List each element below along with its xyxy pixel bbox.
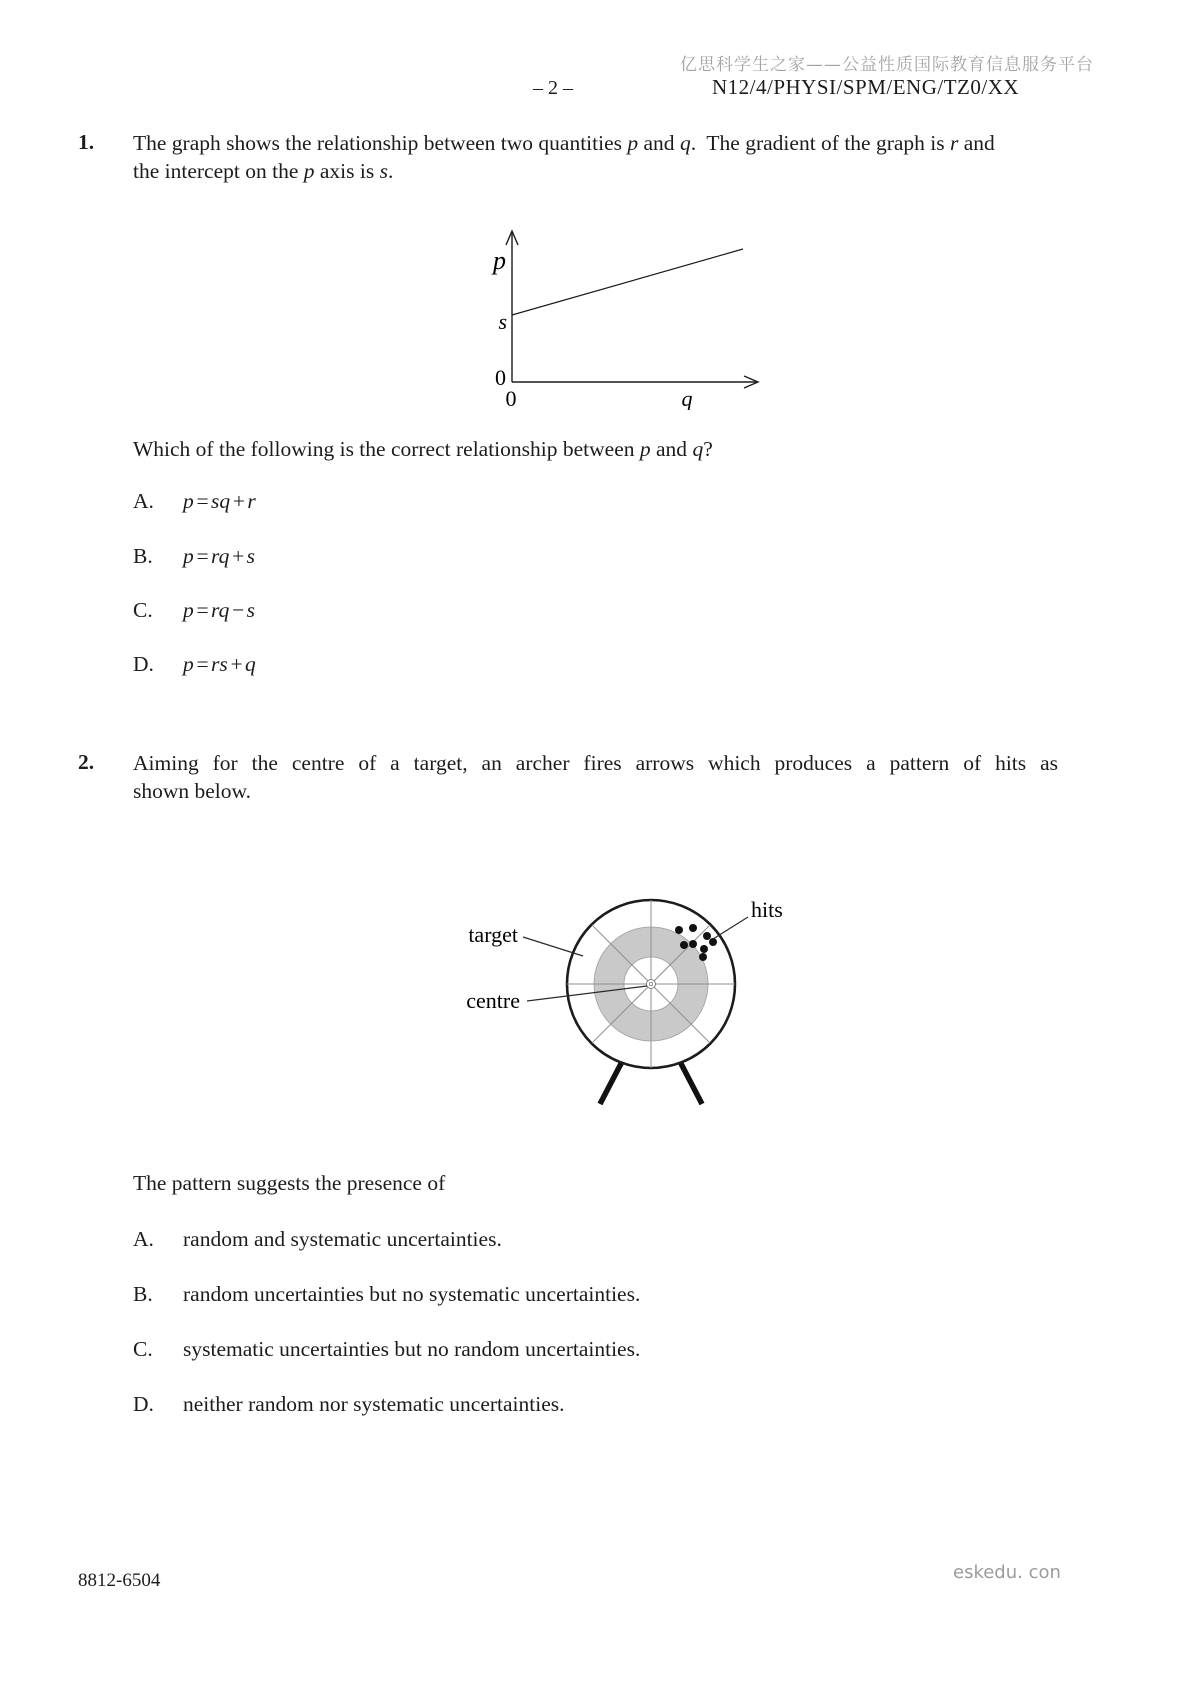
question-1-stem [133, 130, 995, 185]
option-letter: B. [133, 1282, 153, 1306]
site-banner: 亿思科学生之家——公益性质国际教育信息服务平台 [680, 55, 1094, 75]
option-letter: D. [133, 652, 154, 676]
question-2-stem [133, 750, 1058, 805]
watermark: eskedu. con [953, 1562, 1061, 1583]
label-target: target [468, 922, 518, 947]
page-number: – 2 – [533, 77, 573, 99]
question-2-prompt: The pattern suggests the presence of [133, 1171, 446, 1195]
label-hits: hits [751, 897, 783, 922]
option-letter: A. [133, 1227, 154, 1251]
question-2-number: 2. [78, 750, 95, 774]
option-row-c [133, 1336, 640, 1364]
option-formula: p = rq − s [183, 598, 255, 622]
option-letter: C. [133, 598, 153, 622]
target-figure [425, 878, 800, 1110]
option-row-b [133, 544, 255, 569]
option-letter: D. [133, 1392, 154, 1416]
option-text: random uncertainties but no systematic uncertainties. [183, 1282, 641, 1306]
option-row-a [133, 489, 256, 514]
option-formula: p = rs + q [183, 652, 256, 676]
stem-line: shown below. [133, 778, 252, 803]
option-row-d [133, 1391, 565, 1419]
option-row-d [133, 652, 256, 677]
option-text: random and systematic uncertainties. [183, 1227, 502, 1251]
intercept-label: s [498, 309, 507, 334]
question-1-prompt: Which of the following is the correct relationship between p and q? [133, 437, 713, 461]
stem-line: The graph shows the relationship between two quantities p and q. The gradient of the graph is r and [133, 131, 995, 155]
doc-code: 8812-6504 [78, 1570, 161, 1591]
hits-pointer-line [713, 917, 748, 939]
origin-y-label: 0 [495, 365, 506, 390]
option-formula: p = rq + s [183, 544, 255, 568]
label-centre: centre [466, 988, 520, 1013]
option-row-b [133, 1281, 640, 1309]
origin-x-label: 0 [505, 386, 517, 410]
x-axis-label: q [681, 386, 693, 410]
option-text: systematic uncertainties but no random uncertainties. [183, 1337, 641, 1361]
centre-marker [647, 980, 656, 989]
plot-line [512, 249, 743, 315]
stem-line: Aiming for the centre of a target, an archer fires arrows which produces a pattern of hits as [133, 751, 1058, 775]
stem-line: the intercept on the p axis is s. [133, 158, 394, 183]
option-letter: B. [133, 544, 153, 568]
question-1-number: 1. [78, 130, 95, 154]
option-letter: C. [133, 1337, 153, 1361]
option-text: neither random nor systematic uncertainties. [183, 1392, 565, 1416]
option-letter: A. [133, 489, 154, 513]
y-axis-label: p [493, 246, 506, 275]
option-formula: p = sq + r [183, 489, 256, 513]
option-row-a [133, 1226, 502, 1254]
paper-code: N12/4/PHYSI/SPM/ENG/TZ0/XX [712, 75, 1020, 99]
option-row-c [133, 598, 255, 623]
target-pointer-line [523, 937, 583, 956]
graph-figure [440, 205, 770, 410]
